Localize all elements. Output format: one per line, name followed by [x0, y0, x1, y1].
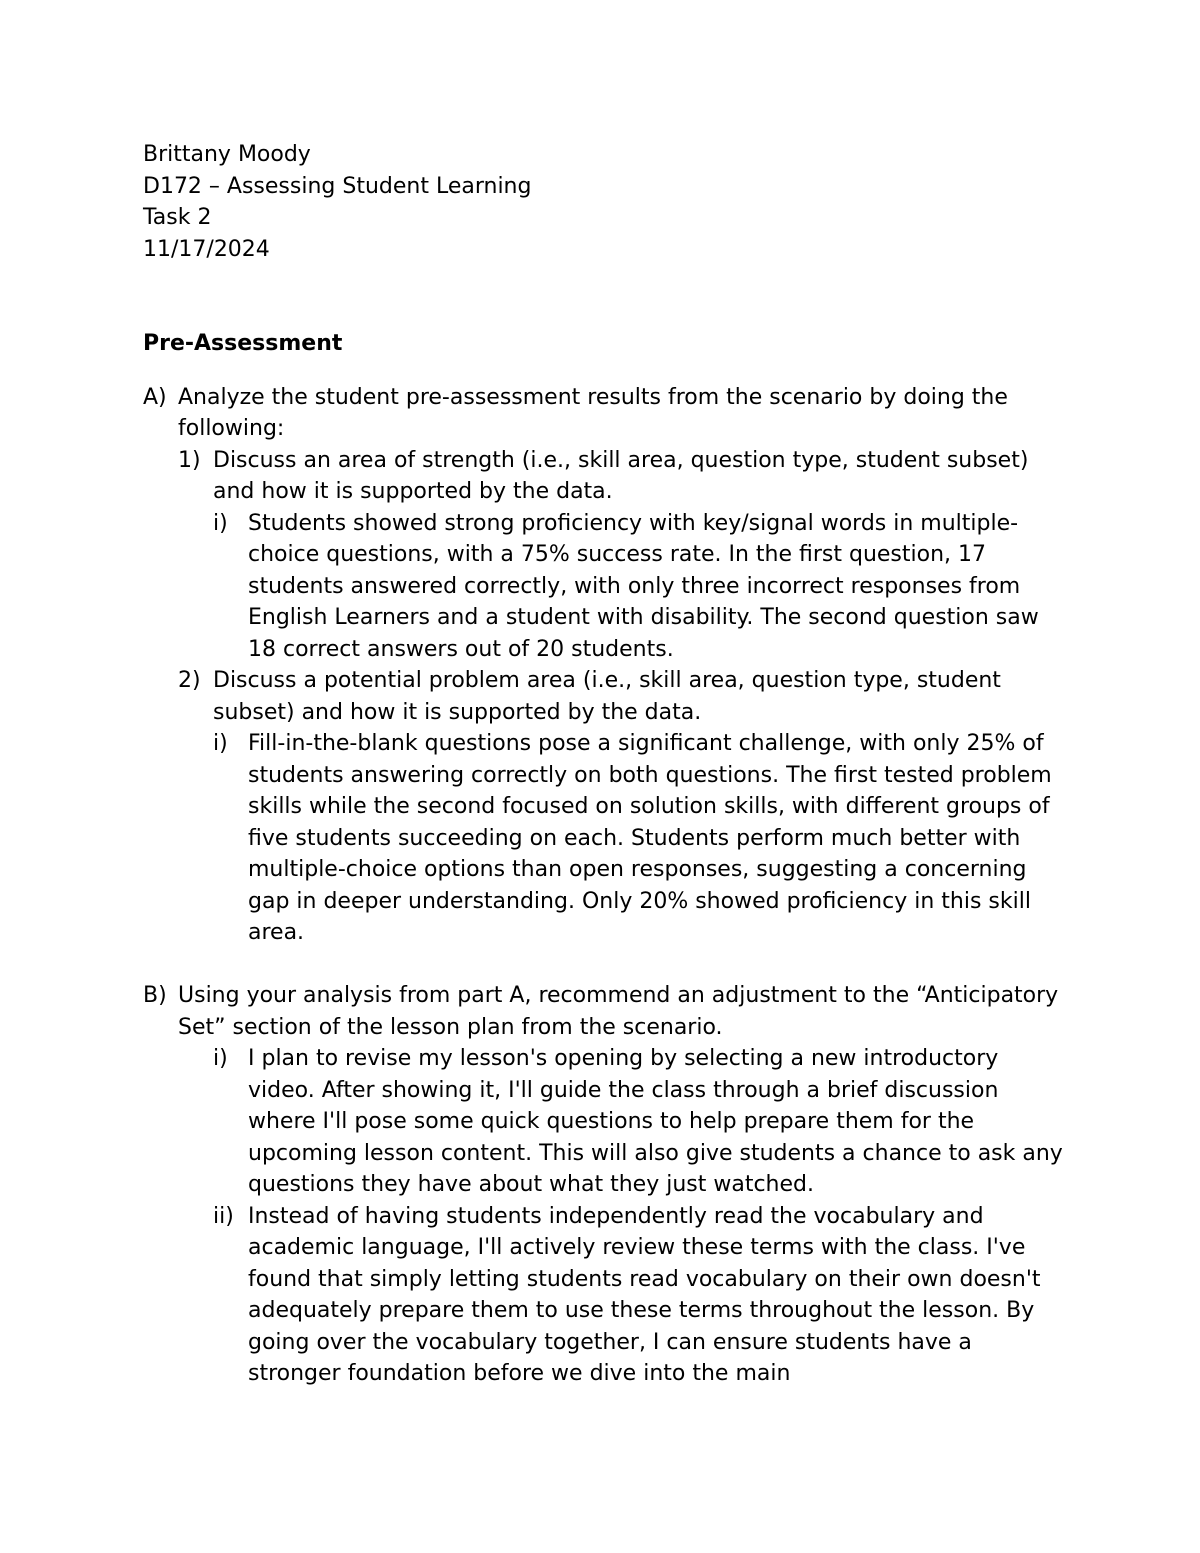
list-marker: 1) [178, 447, 201, 473]
prompt-text: Discuss a potential problem area (i.e., skill area, question type, student subset) and how it is supported by the data. [213, 668, 1001, 725]
part-a-item-1-prompt [143, 445, 1063, 508]
list-marker: 2) [178, 668, 201, 693]
prompt-text: Discuss an area of strength (i.e., skill area, question type, student subset) and how it is supported by the data. [213, 447, 1029, 504]
spacer [143, 360, 1063, 382]
answer-text: Fill-in-the-blank questions pose a significant challenge, with only 25% of students answering correctly on both questions. The first tested problem skills while the second focused on solution skills, with different groups of five students succeeding on each. Students perform much better with multiple-choice options than open responses, suggesting a concerning gap in deeper understanding. Only 20% showed proficiency in this skill area. [248, 731, 1052, 945]
course-title: D172 – Assessing Student Learning [143, 173, 532, 199]
prompt-text: Analyze the student pre-assessment results from the scenario by doing the following: [178, 384, 1008, 441]
spacer [143, 949, 1063, 981]
part-b-prompt [143, 980, 1063, 1043]
document-date: 11/17/2024 [143, 236, 270, 262]
part-b-answer-1 [143, 1043, 1063, 1201]
part-b-answer-2 [143, 1201, 1063, 1390]
list-marker: i) [213, 731, 228, 756]
section-heading: Pre-Assessment [143, 331, 343, 356]
answer-text: I plan to revise my lesson's opening by selecting a new introductory video. After showing it, I'll guide the class through a brief discussion where I'll pose some quick questions to help prepare them for the upcoming lesson content. This will also give students a chance to ask any questions they have about what they just watched. [248, 1046, 1063, 1197]
part-a-item-1-answer [143, 508, 1063, 666]
answer-text: Students showed strong proficiency with key/signal words in multiple-choice questions, with a 75% success rate. In the first question, 17 students answered correctly, with only three incorrect responses from English Learners and a student with disability. The second question saw 18 correct answers out of 20 students. [248, 510, 1039, 662]
list-marker: i) [213, 510, 228, 536]
list-marker: B) [143, 983, 167, 1008]
author-name: Brittany Moody [143, 142, 311, 167]
part-a-item-2-answer [143, 728, 1063, 949]
task-label: Task 2 [143, 205, 212, 230]
part-a-item-2-prompt [143, 665, 1063, 728]
prompt-text: Using your analysis from part A, recommend an adjustment to the “Anticipatory Set” section of the lesson plan from the scenario. [178, 983, 1059, 1040]
list-marker: ii) [213, 1203, 234, 1229]
document-header [143, 139, 1063, 265]
document-body [143, 139, 1063, 1390]
answer-text: Instead of having students independently read the vocabulary and academic language, I'll actively review these terms with the class. I've found that simply letting students read vocabulary on their own doesn't adequately prepare them to use these terms throughout the lesson. By going over the vocabulary together, I can ensure students have a stronger foundation before we dive into the main [248, 1203, 1041, 1386]
list-marker: A) [143, 384, 167, 410]
part-a-prompt [143, 382, 1063, 445]
list-marker: i) [213, 1046, 228, 1071]
spacer [143, 265, 1063, 328]
